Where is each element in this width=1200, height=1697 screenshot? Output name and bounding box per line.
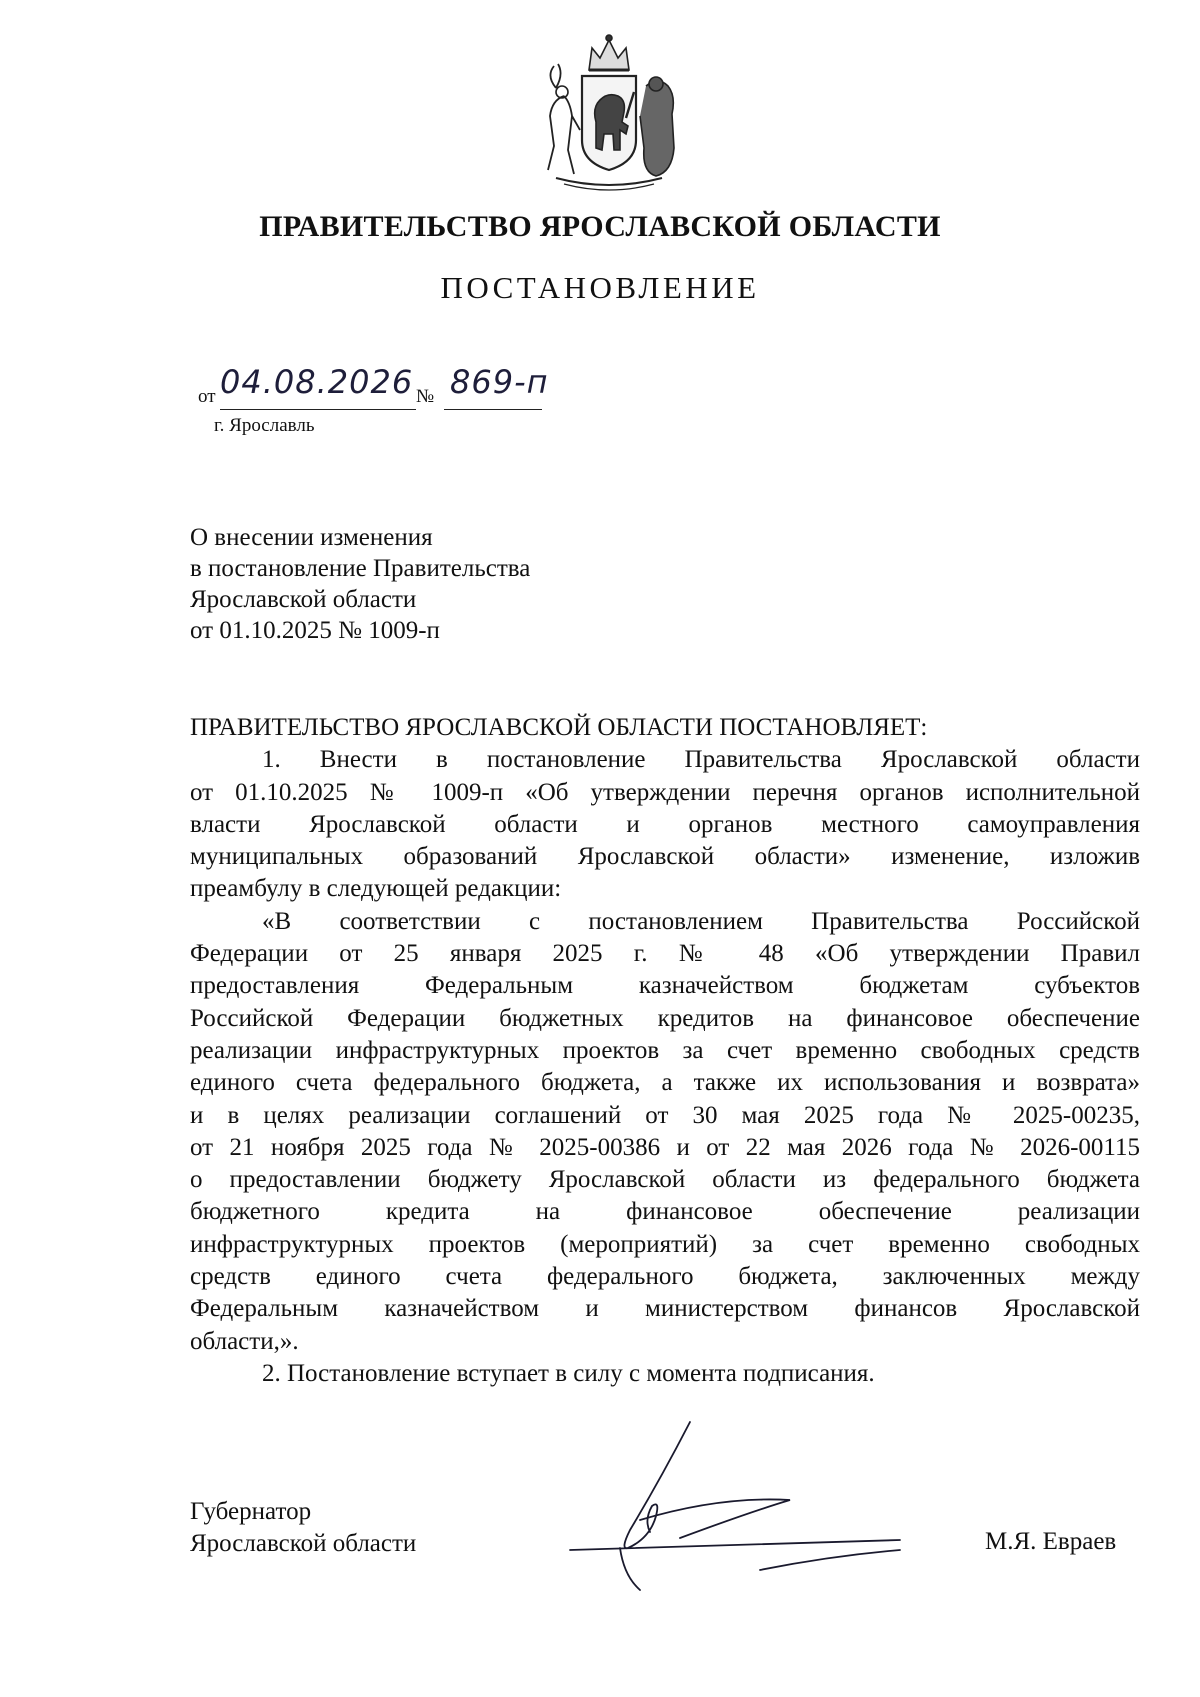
body-line: муниципальных образований Ярославской области» изменение, изложив [190, 843, 1140, 871]
document-number-line [198, 363, 618, 413]
signatory-name: М.Я. Евраев [985, 1528, 1117, 1555]
body-line: Федерации от 25 января 2025 г. № 48 «Об утверждении Правил [190, 940, 1140, 968]
body-line: 2. Постановление вступает в силу с момента подписания. [262, 1359, 875, 1387]
body-line: Федеральным казначейством и министерством финансов Ярославской [190, 1295, 1140, 1323]
signatory-position [190, 1496, 416, 1560]
body-line: реализации инфраструктурных проектов за счет временно свободных средств [190, 1036, 1140, 1064]
city-name: г. Ярославль [214, 415, 315, 436]
subject-line: от 01.10.2025 № 1009-п [190, 617, 440, 644]
number-label: № [416, 386, 435, 407]
number-underline [444, 409, 542, 410]
body-line: средств единого счета федерального бюджета, заключенных между [190, 1263, 1140, 1291]
date-label: от [198, 386, 216, 407]
subject-line: Ярославской области [190, 586, 417, 613]
body-line: инфраструктурных проектов (мероприятий) за счет временно свободных [190, 1230, 1140, 1258]
document-body [190, 712, 1140, 1390]
body-line: «В соответствии с постановлением Правительства Российской [262, 907, 1140, 935]
handwritten-date: 04.08.2026 [220, 363, 414, 401]
date-underline [220, 409, 416, 410]
body-line: от 01.10.2025 № 1009-п «Об утверждении перечня органов исполнительной [190, 778, 1140, 806]
document-subject [190, 522, 530, 646]
body-line: области,». [190, 1327, 299, 1355]
body-line: от 21 ноября 2025 года № 2025-00386 и от 22 мая 2026 года № 2026-00115 [190, 1133, 1140, 1161]
body-line: единого счета федерального бюджета, а также их использования и возврата» [190, 1069, 1140, 1097]
document-type: ПОСТАНОВЛЕНИЕ [440, 270, 760, 305]
coat-of-arms-icon [534, 30, 684, 192]
position-line: Ярославской области [190, 1530, 417, 1557]
resolution-preamble: ПРАВИТЕЛЬСТВО ЯРОСЛАВСКОЙ ОБЛАСТИ ПОСТАНОВЛЯЕТ: [190, 714, 928, 741]
handwritten-number: 869-п [450, 363, 549, 401]
body-line: о предоставлении бюджету Ярославской области из федерального бюджета [190, 1166, 1140, 1194]
body-line: Российской Федерации бюджетных кредитов на финансовое обеспечение [190, 1004, 1140, 1032]
body-line: преамбулу в следующей редакции: [190, 875, 562, 903]
handwritten-signature-icon [560, 1420, 940, 1600]
body-line: и в целях реализации соглашений от 30 мая 2025 года № 2025-00235, [190, 1101, 1140, 1129]
subject-line: О внесении изменения [190, 524, 433, 551]
subject-line: в постановление Правительства [190, 555, 531, 582]
body-line: бюджетного кредита на финансовое обеспечение реализации [190, 1198, 1140, 1226]
organization-title: ПРАВИТЕЛЬСТВО ЯРОСЛАВСКОЙ ОБЛАСТИ [259, 210, 941, 243]
body-line: 1. Внести в постановление Правительства Ярославской области [262, 746, 1140, 774]
body-line: власти Ярославской области и органов местного самоуправления [190, 810, 1140, 838]
position-line: Губернатор [190, 1498, 312, 1525]
body-line: предоставления Федеральным казначейством бюджетам субъектов [190, 972, 1140, 1000]
